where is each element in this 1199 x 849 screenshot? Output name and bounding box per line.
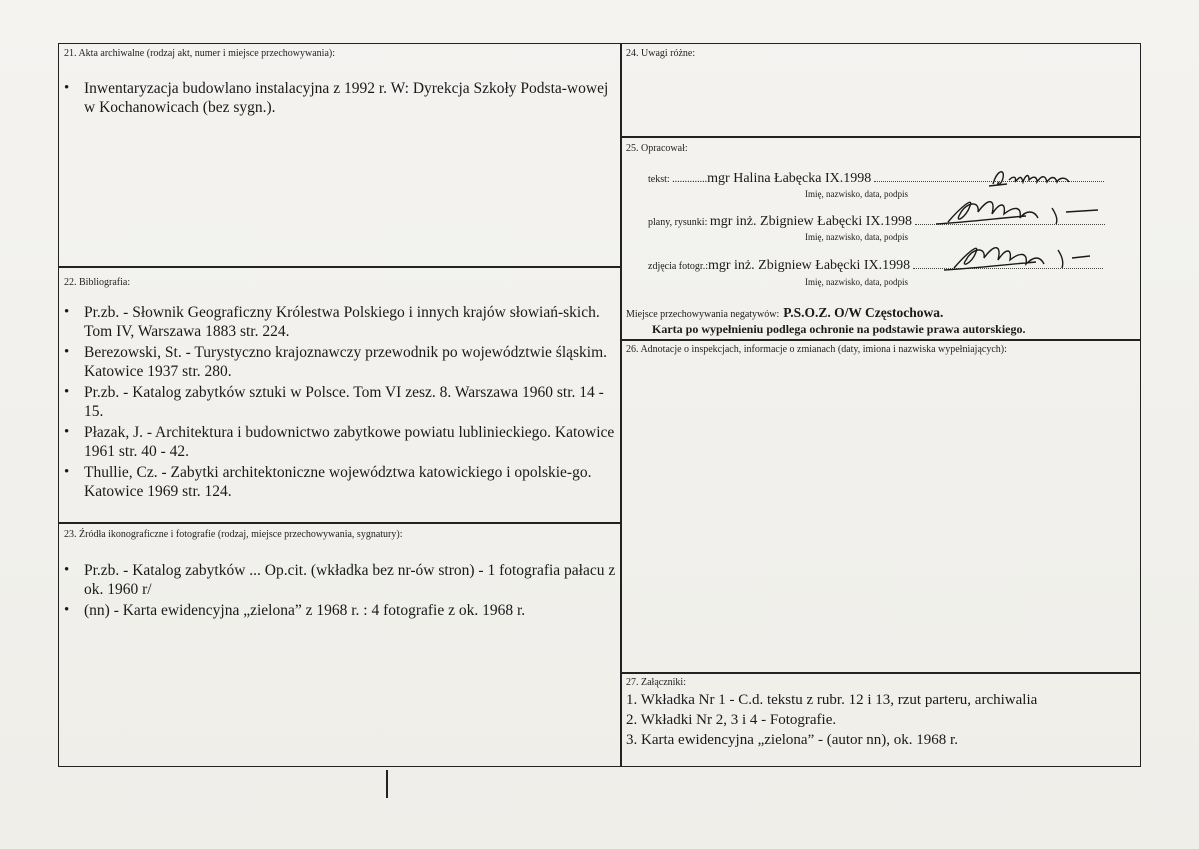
list-item: • Thullie, Cz. - Zabytki architektoniczne województwa katowickiego i opolskie-go. Katowice 1969 str. 124. [58,463,618,501]
section-25-label: 25. Opracował: [626,143,688,154]
plany-label: plany, rysunki: [648,217,708,228]
section-27-list [626,690,1037,750]
divider-21-22 [58,266,621,268]
copyright-note: Karta po wypełnieniu podlega ochronie na podstawie prawa autorskiego. [652,322,1026,336]
column-divider [620,43,622,767]
tekst-dots: .............. [672,174,708,185]
section-22-list [58,303,618,503]
divider-22-23 [58,522,621,524]
negatives-line [626,304,943,322]
tekst-value: mgr Halina Łabęcka IX.1998 [707,171,872,186]
plany-caption: Imię, nazwisko, data, podpis [805,232,908,242]
signature-plany [930,188,1100,232]
fold-mark [386,770,388,798]
section-22-label: 22. Bibliografia: [64,277,131,288]
zdjecia-value: mgr inż. Zbigniew Łabęcki IX.1998 [707,258,911,273]
zdjecia-label: zdjęcia fotogr.: [648,261,708,272]
list-item: • Pr.zb. - Katalog zabytków sztuki w Polsce. Tom VI zesz. 8. Warszawa 1960 str. 14 - 15. [58,383,618,421]
section-23-list [58,561,618,622]
negatives-value: P.S.O.Z. O/W Częstochowa. [783,305,944,320]
list-item: 1. Wkładka Nr 1 - C.d. tekstu z rubr. 12 i 13, rzut parteru, archiwalia [626,692,1038,708]
list-item: • Płazak, J. - Architektura i budownictwo zabytkowe powiatu lublinieckiego. Katowice 1961 str. 40 - 42. [58,423,618,461]
section-21-label: 21. Akta archiwalne (rodzaj akt, numer i miejsce przechowywania): [64,48,336,59]
signature-zdjecia [940,232,1100,276]
section-21-list [58,79,618,119]
list-item: 3. Karta ewidencyjna „zielona” - (autor nn), ok. 1968 r. [626,732,958,748]
negatives-label: Miejsce przechowywania negatywów: [626,309,780,320]
list-item: • Pr.zb. - Słownik Geograficzny Królestwa Polskiego i innych krajów słowiań-skich. Tom IV, Warszawa 1883 str. 224. [58,303,618,341]
section-23-label: 23. Źródła ikonograficzne i fotografie (rodzaj, miejsce przechowywania, sygnatury): [64,529,403,540]
list-item: • (nn) - Karta ewidencyjna „zielona” z 1968 r. : 4 fotografie z ok. 1968 r. [58,601,618,620]
tekst-caption: Imię, nazwisko, data, podpis [805,189,908,199]
plany-value: mgr inż. Zbigniew Łabęcki IX.1998 [709,214,913,229]
tekst-label: tekst: [648,174,670,185]
list-item: • Pr.zb. - Katalog zabytków ... Op.cit. (wkładka bez nr-ów stron) - 1 fotografia pałacu z ok. 1960 r/ [58,561,618,599]
divider-25-26 [620,339,1141,341]
list-item: • Inwentaryzacja budowlano instalacyjna z 1992 r. W: Dyrekcja Szkoły Podsta-wowej w Kochanowicach (bez sygn.). [58,79,618,117]
list-item: • Berezowski, St. - Turystyczno krajoznawczy przewodnik po województwie śląskim. Katowice 1937 str. 280. [58,343,618,381]
section-26-label: 26. Adnotacje o inspekcjach, informacje o zmianach (daty, imiona i nazwiska wypełniających): [626,344,1007,355]
zdjecia-caption: Imię, nazwisko, data, podpis [805,277,908,287]
divider-26-27 [620,672,1141,674]
section-27-label: 27. Załączniki: [626,677,686,688]
divider-24-25 [620,136,1141,138]
section-24-label: 24. Uwagi różne: [626,48,696,59]
list-item: 2. Wkładki Nr 2, 3 i 4 - Fotografie. [626,712,837,728]
